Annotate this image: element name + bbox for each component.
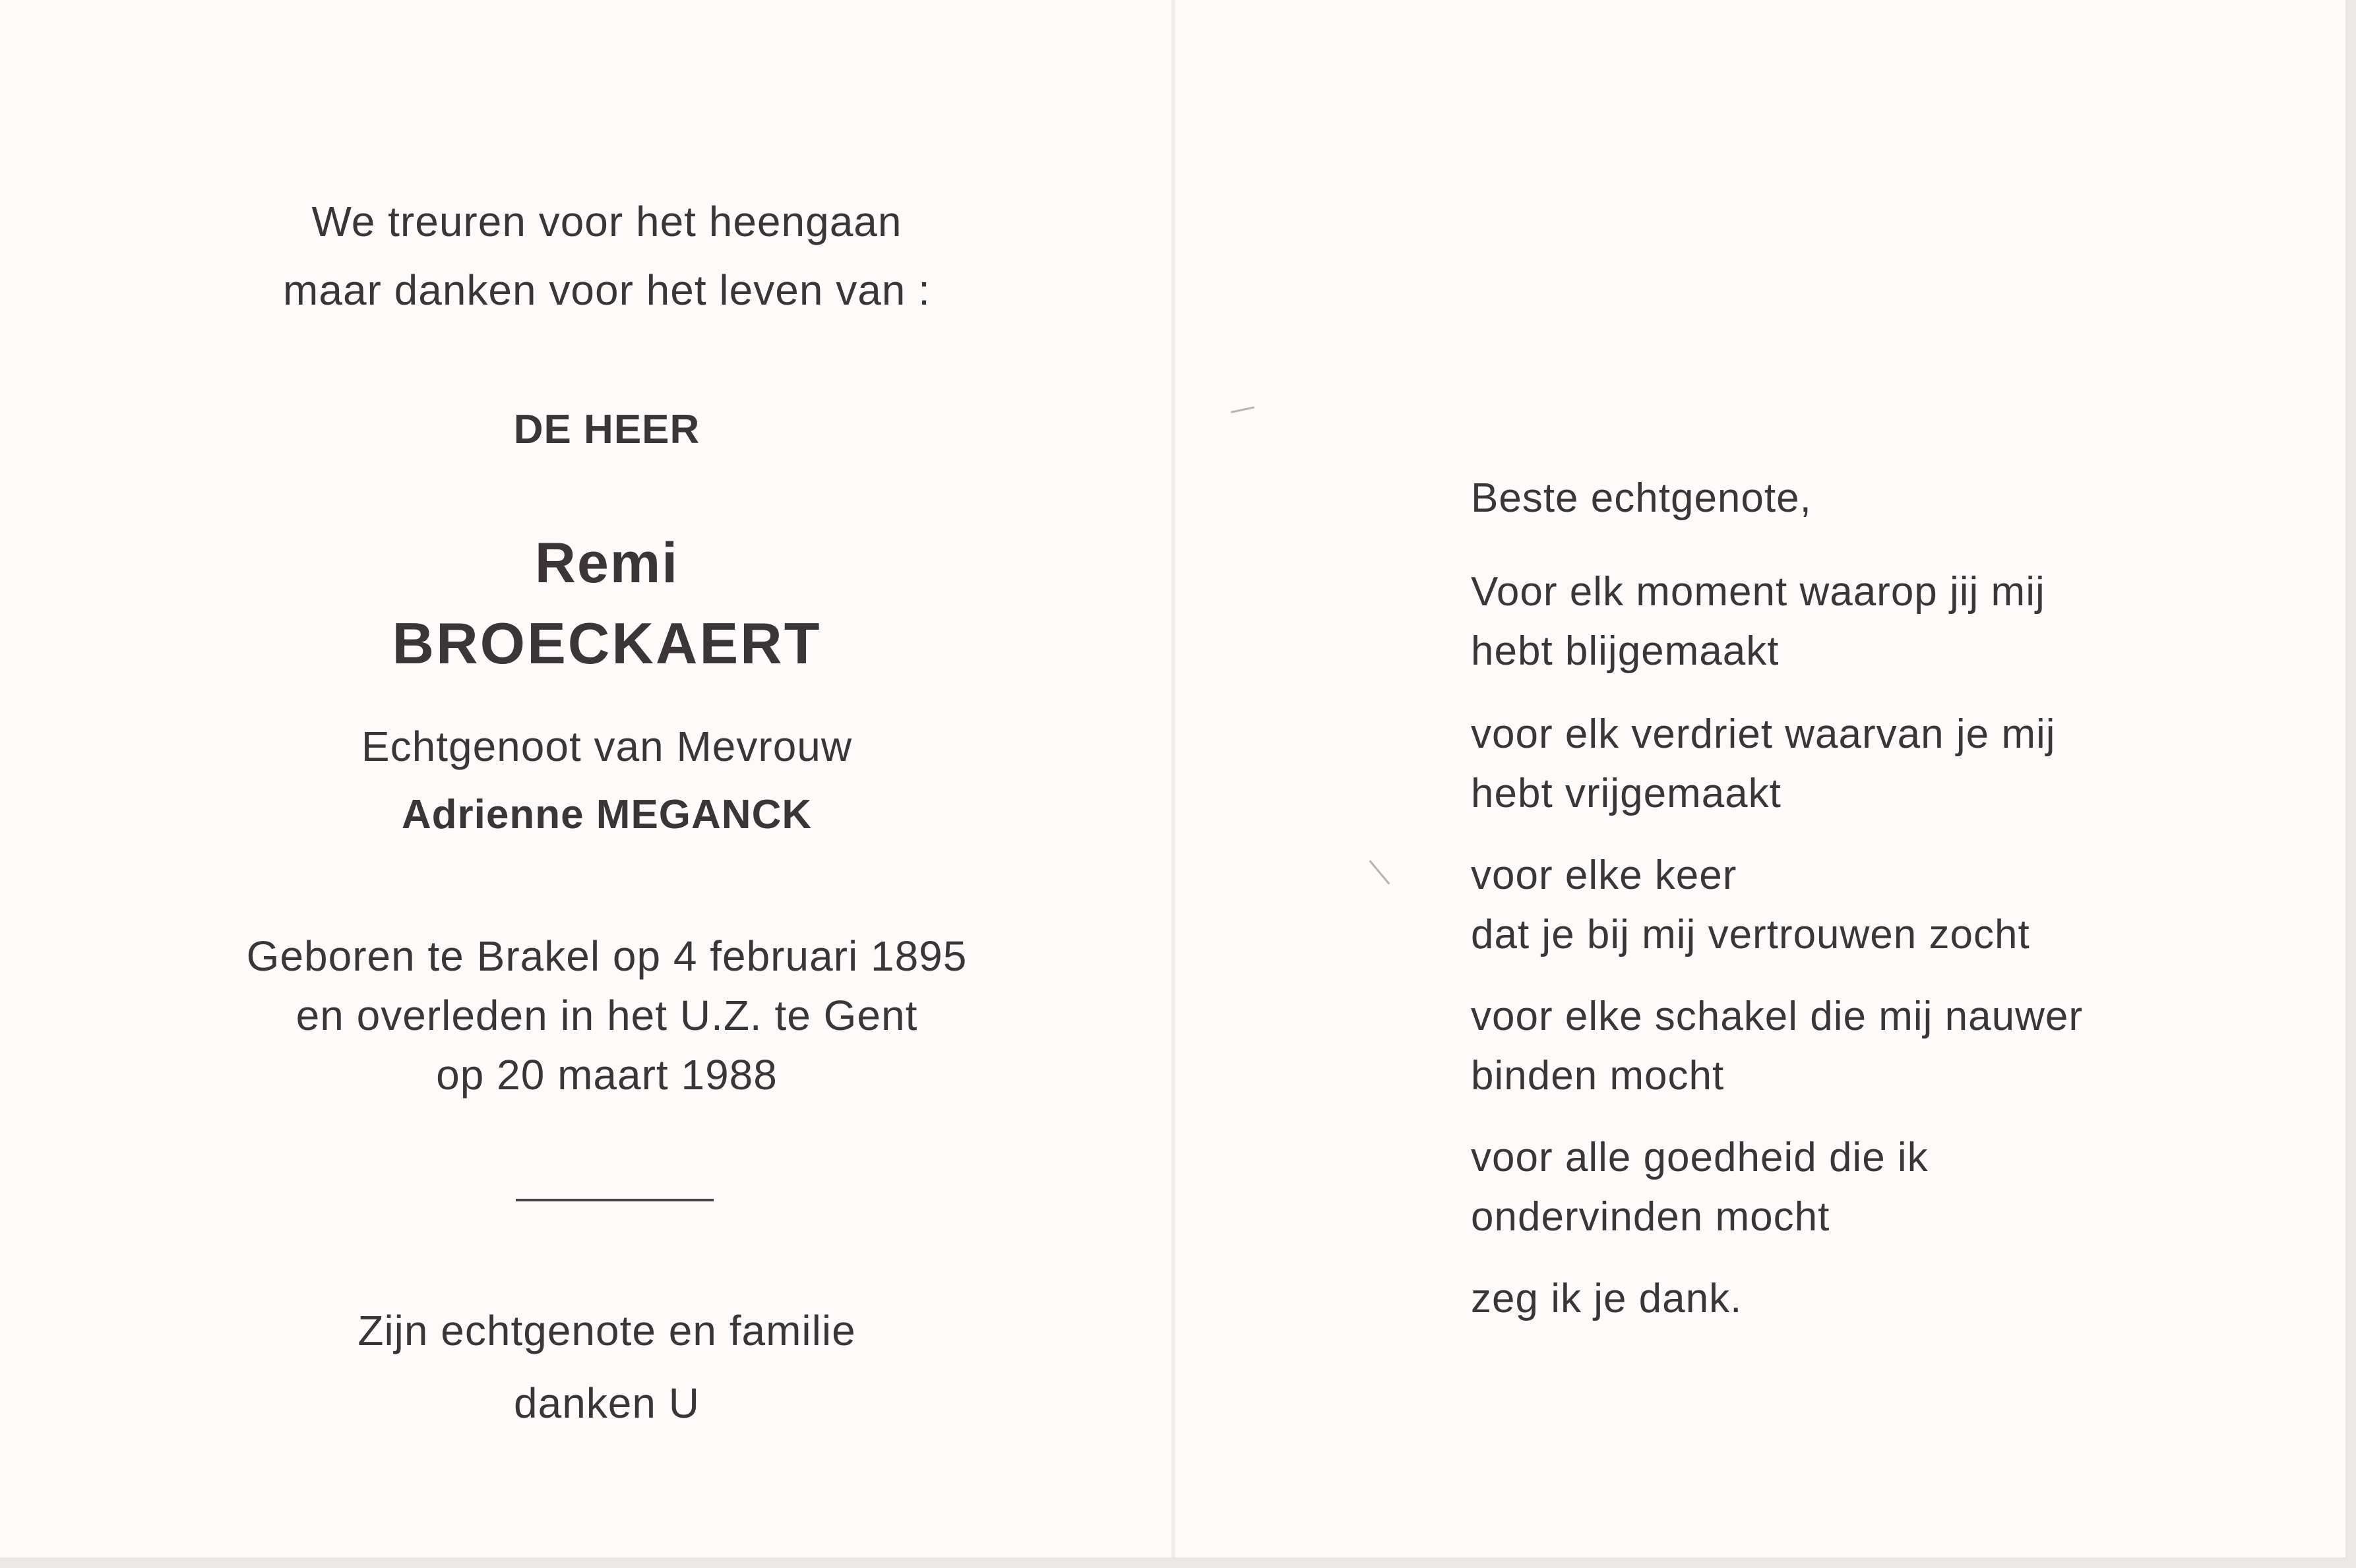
poem-line: binden mocht [1471, 1053, 1725, 1099]
poem-line: zeg ik je dank. [1471, 1276, 1743, 1321]
intro-line-1: We treuren voor het heengaan [311, 198, 902, 245]
poem-line: voor alle goedheid die ik [1471, 1135, 1929, 1180]
poem-line: voor elk verdriet waarvan je mij [1471, 711, 2056, 757]
death-line-2: op 20 maart 1988 [436, 1051, 778, 1099]
divider-line [516, 1199, 714, 1201]
deceased-first-name: Remi [534, 531, 679, 595]
closing-line-1: Zijn echtgenote en familie [357, 1307, 856, 1354]
poem-line: voor elke keer [1471, 853, 1737, 898]
deceased-last-name: BROECKAERT [392, 611, 822, 676]
spouse-intro: Echtgenoot van Mevrouw [361, 723, 853, 770]
poem-line: Voor elk moment waarop jij mij [1471, 569, 2045, 615]
poem-line: voor elke schakel die mij nauwer [1471, 994, 2083, 1039]
spouse-name: Adrienne MEGANCK [401, 792, 813, 837]
poem-line: ondervinden mocht [1471, 1194, 1830, 1240]
poem-line: hebt vrijgemaakt [1471, 771, 1782, 816]
poem-line: dat je bij mij vertrouwen zocht [1471, 912, 2030, 957]
birth-line: Geboren te Brakel op 4 februari 1895 [246, 932, 968, 980]
closing-line-2: danken U [514, 1379, 700, 1427]
honorific: DE HEER [513, 407, 700, 452]
intro-line-2: maar danken voor het leven van : [283, 266, 931, 314]
card-edge-bottom [0, 1557, 2348, 1560]
death-line-1: en overleden in het U.Z. te Gent [295, 992, 918, 1039]
speck [1369, 860, 1390, 884]
poem-greeting: Beste echtgenote, [1471, 475, 1812, 521]
card-fold [1171, 0, 1175, 1560]
speck [1231, 406, 1255, 413]
poem-line: hebt blijgemaakt [1471, 628, 1780, 674]
card-edge-right [2345, 0, 2348, 1560]
